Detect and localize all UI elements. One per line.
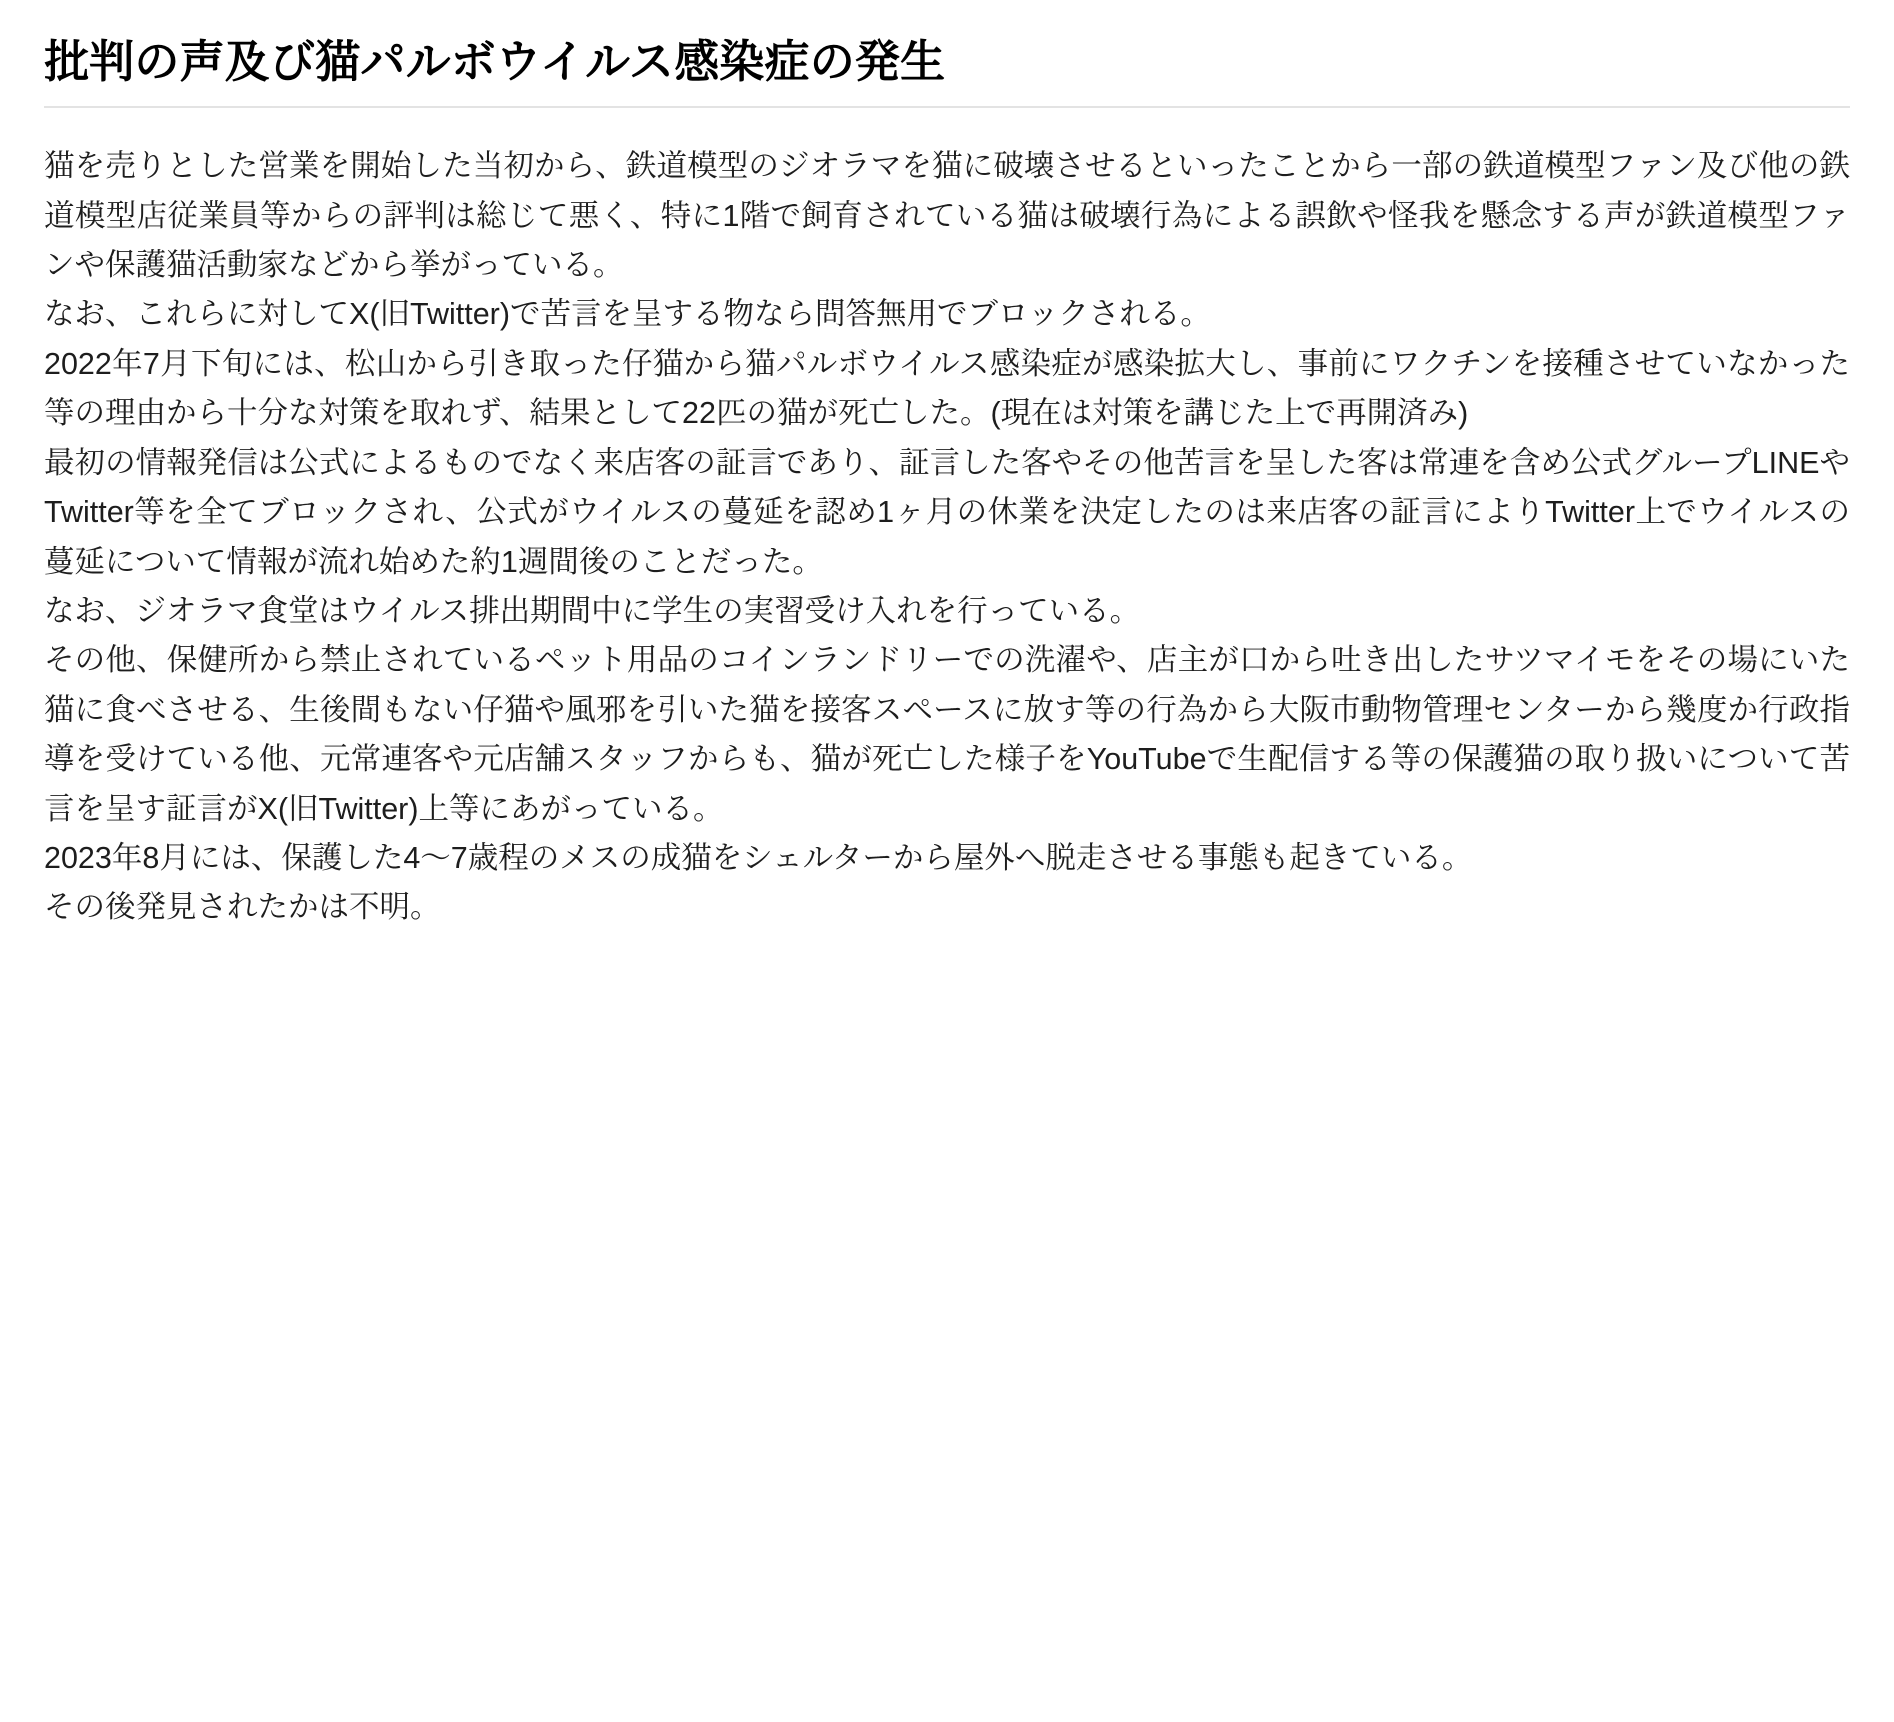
article-body [44,142,1850,933]
paragraph: 2022年7月下旬には、松山から引き取った仔猫から猫パルボウイルス感染症が感染拡大し、事前にワクチンを接種させていなかった等の理由から十分な対策を取れず、結果として22匹の猫が死亡した。(現在は対策を講じた上で再開済み) [44,346,1850,431]
paragraph: なお、これらに対してX(旧Twitter)で苦言を呈する物なら問答無用でブロックされる。 [44,297,1211,332]
paragraph: その後発見されたかは不明。 [44,890,441,925]
paragraph: その他、保健所から禁止されているペット用品のコインランドリーでの洗濯や、店主が口から吐き出したサツマイモをその場にいた猫に食べさせる、生後間もない仔猫や風邪を引いた猫を接客スペースに放す等の行為から大阪市動物管理センターから幾度か行政指導を受けている他、元常連客や元店舗スタッフからも、猫が死亡した様子をYouTubeで生配信する等の保護猫の取り扱いについて苦言を呈す証言がX(旧Twitter)上等にあがっている。 [44,643,1850,826]
page-title: 批判の声及び猫パルボウイルス感染症の発生 [44,36,946,87]
paragraph: 最初の情報発信は公式によるものでなく来店客の証言であり、証言した客やその他苦言を呈した客は常連を含め公式グループLINEやTwitter等を全てブロックされ、公式がウイルスの蔓延を認め1ヶ月の休業を決定したのは来店客の証言によりTwitter上でウイルスの蔓延について情報が流れ始めた約1週間後のことだった。 [44,445,1850,579]
heading-divider [44,106,1850,108]
paragraph: なお、ジオラマ食堂はウイルス排出期間中に学生の実習受け入れを行っている。 [44,593,1141,628]
paragraph: 2023年8月には、保護した4〜7歳程のメスの成猫をシェルターから屋外へ脱走させる事態も起きている。 [44,840,1473,875]
paragraph: 猫を売りとした営業を開始した当初から、鉄道模型のジオラマを猫に破壊させるといったことから一部の鉄道模型ファン及び他の鉄道模型店従業員等からの評判は総じて悪く、特に1階で飼育されている猫は破壊行為による誤飲や怪我を懸念する声が鉄道模型ファンや保護猫活動家などから挙がっている。 [44,149,1850,283]
